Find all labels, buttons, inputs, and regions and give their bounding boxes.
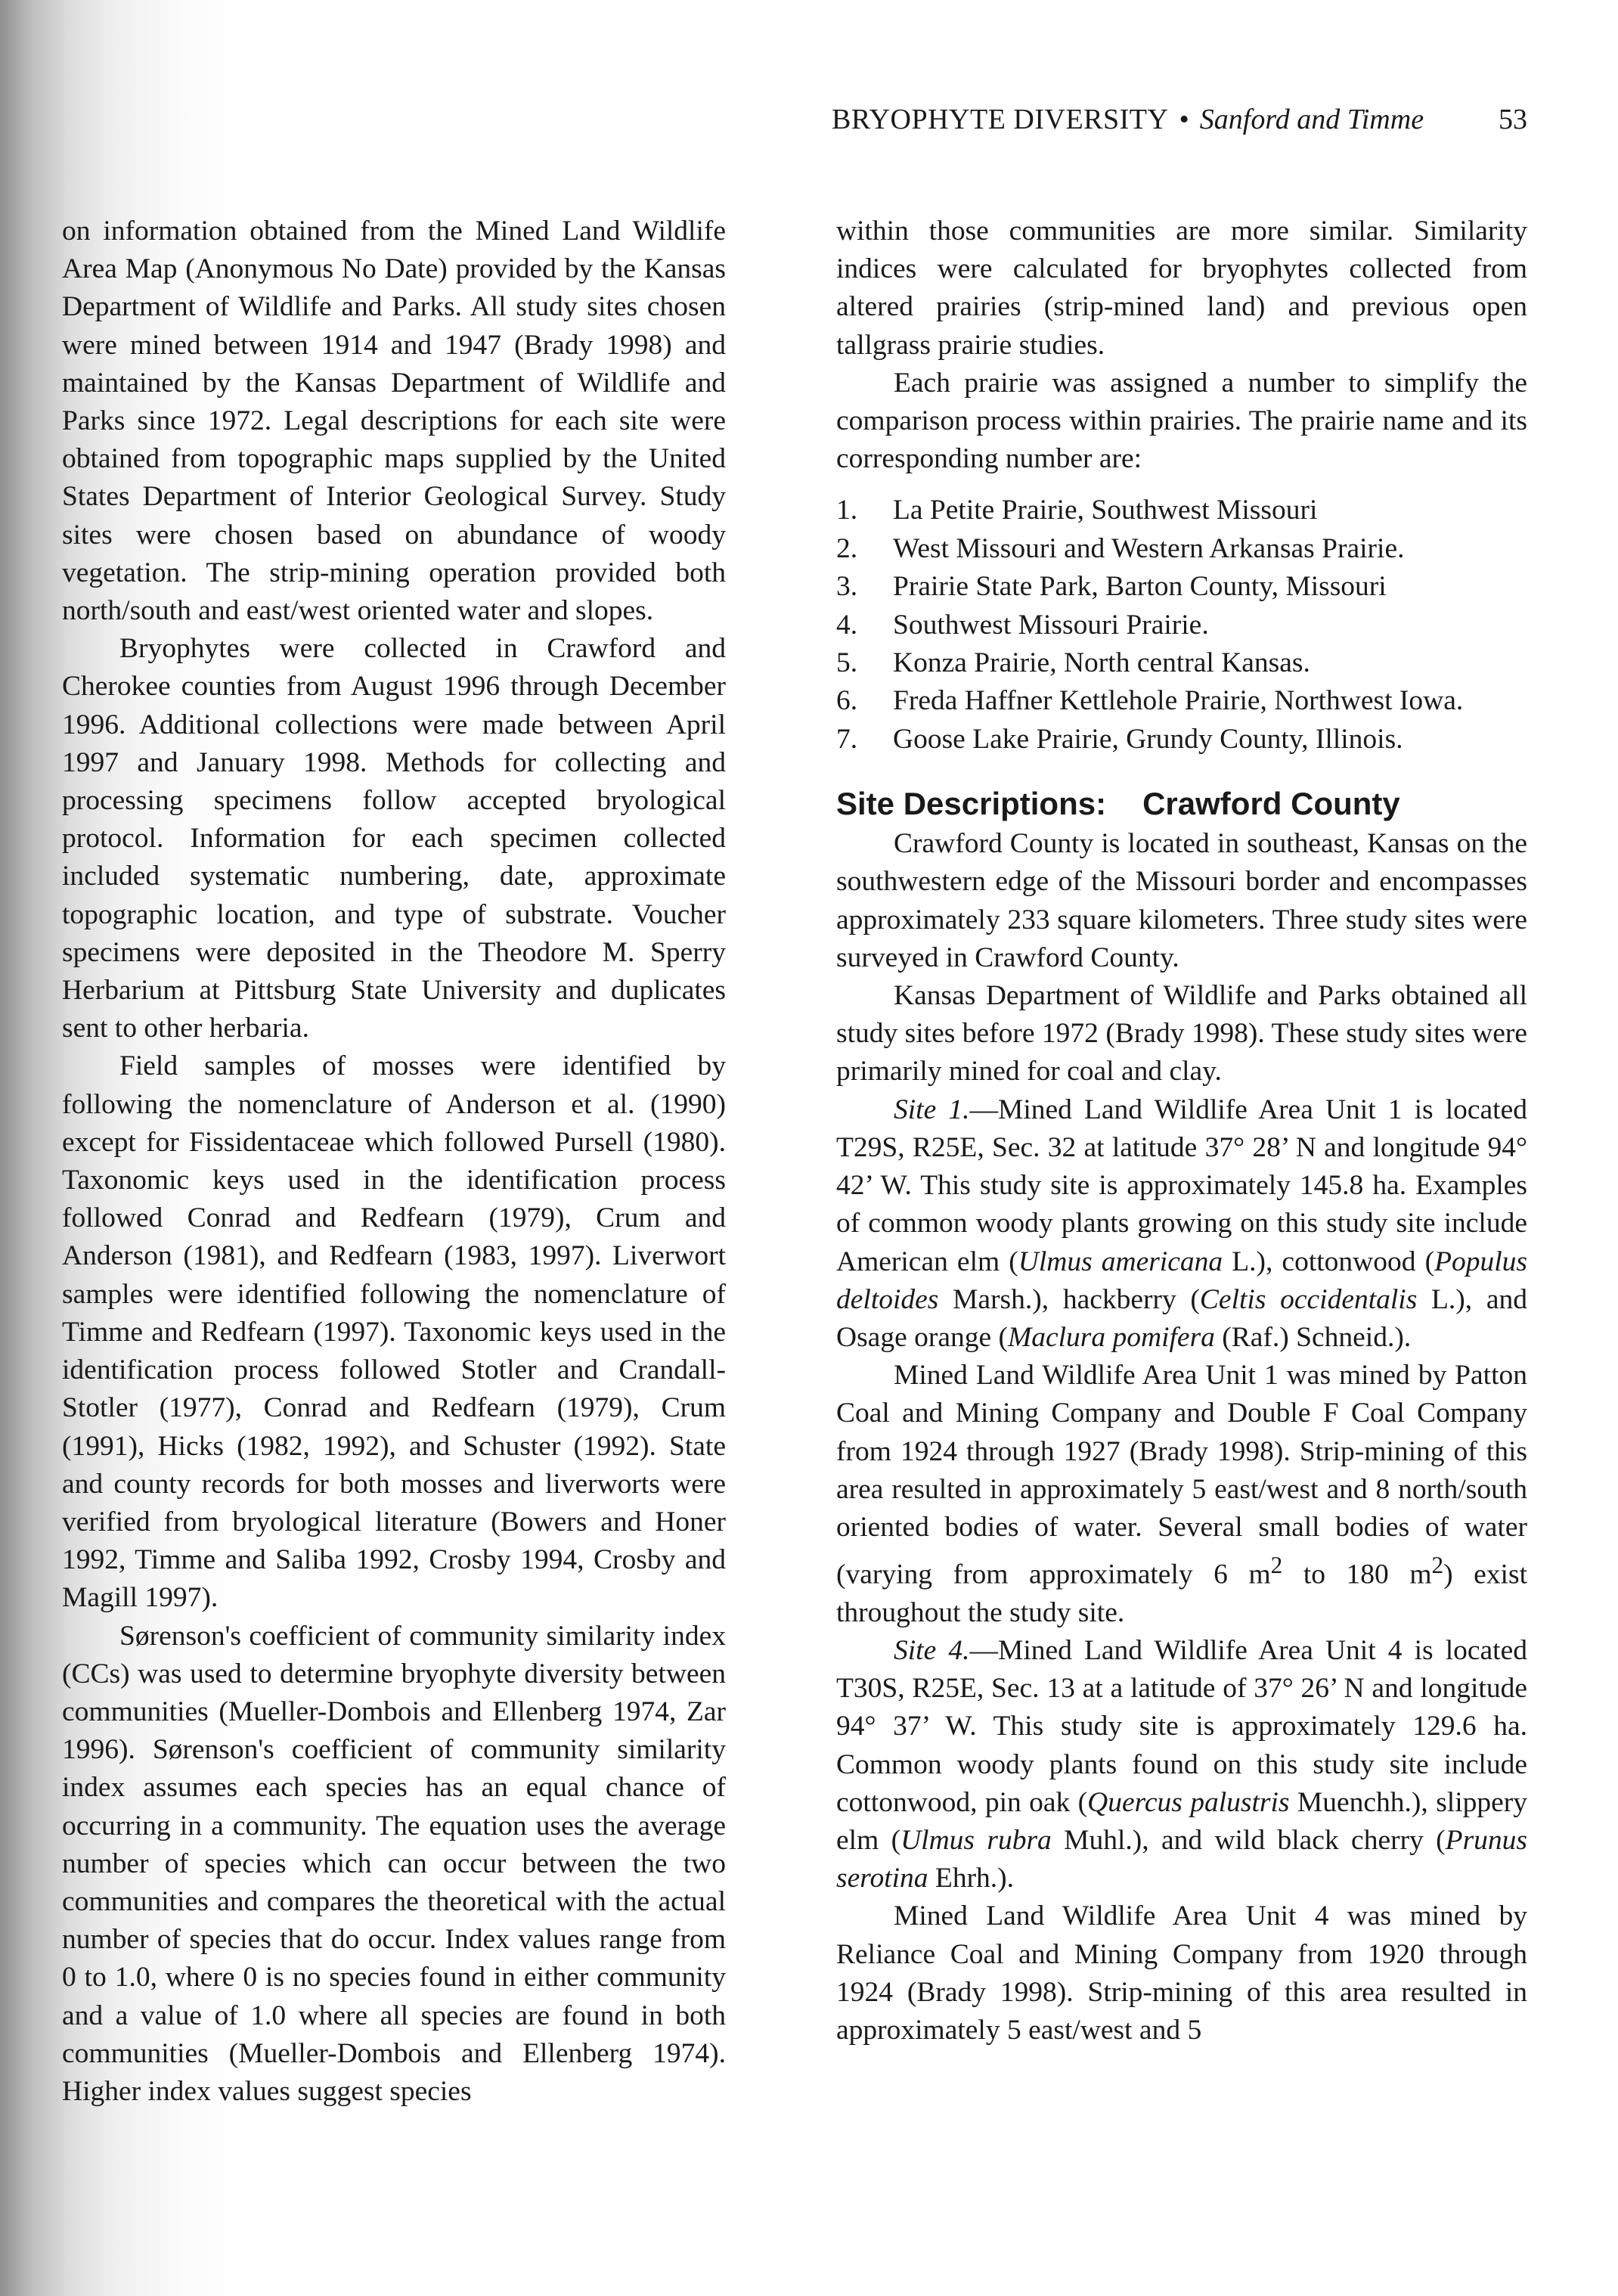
site-1-text: Marsh.), hackberry ( — [938, 1283, 1200, 1315]
prairie-list-item — [836, 644, 1527, 682]
prairie-list-item — [836, 530, 1527, 568]
methods-paragraph-3: Field samples of mosses were identified by following the nomenclature of Anderson et al. (1990) except for Fissidentaceae which followed Pursell (1980). Taxonomic keys used in the identification process followed Conrad and Redfearn (1979), Crum and Anderson (1981), and Redfearn (1983, 1997). Liverwort samples were identified following the nomenclature of Timme and Redfearn (1997). Taxonomic keys used in the identification process followed Stotler and Crandall-Stotler (1977), Conrad and Redfearn (1979), Crum (1991), Hicks (1982, 1992), and Schuster (1992). State and county records for both mosses and liverworts were verified from bryological literature (Bowers and Honer 1992, Timme and Saliba 1992, Crosby 1994, Crosby and Magill 1997). — [62, 1050, 726, 1614]
prairie-name: Prairie State Park, Barton County, Missouri — [893, 571, 1387, 603]
site-1-label: Site 1. — [894, 1094, 970, 1125]
methods-paragraph-2: Bryophytes were collected in Crawford and Cherokee counties from August 1996 through December 1996. Additional collections were made between April 1997 and January 1998. Methods for collecting and processing specimens follow accepted bryological protocol. Information for each specimen collected included systematic numbering, date, approximate topographic location, and type of substrate. Voucher specimens were deposited in the Theodore M. Sperry Herbarium at Pittsburg State University and duplicates sent to other herbaria. — [62, 633, 726, 1044]
site-1-paragraph — [836, 1091, 1527, 1357]
running-head-separator: • — [1179, 104, 1189, 135]
species-name: Celtis occidentalis — [1199, 1283, 1418, 1315]
prairie-list-item — [836, 492, 1527, 529]
section-heading-county: Crawford County — [1142, 786, 1400, 822]
running-head-authors: Sanford and Timme — [1199, 104, 1424, 135]
prairie-intro-paragraph: Each prairie was assigned a number to simplify the comparison process within prairies. The prairie name and its corresponding number are: — [836, 367, 1527, 475]
section-heading — [836, 783, 1527, 825]
prairie-list — [836, 492, 1527, 759]
prairie-name: Goose Lake Prairie, Grundy County, Illinois. — [893, 723, 1403, 755]
prairie-number: 4. — [836, 609, 858, 641]
prairie-number: 1. — [836, 495, 858, 526]
site-1-mining-text: to 180 m — [1282, 1559, 1432, 1590]
prairie-list-item — [836, 682, 1527, 720]
site-1-text: —Mined Land Wildlife Area Unit 1 is located T29S, R25E, Sec. 32 at latitude 37° 28’ N and longitude 94° 42’ W. This study site is approximately 145.8 ha. Examples of common woody plants growing on this study site include American elm ( — [836, 1094, 1527, 1277]
methods-paragraph-1: on information obtained from the Mined Land Wildlife Area Map (Anonymous No Date) provided by the Kansas Department of Wildlife and Parks. All study sites chosen were mined between 1914 and 1947 (Brady 1998) and maintained by the Kansas Department of Wildlife and Parks since 1972. Legal descriptions for each site were obtained from topographic maps supplied by the United States Department of Interior Geological Survey. Study sites were chosen based on abundance of woody vegetation. The strip-mining operation provided both north/south and east/west oriented water and slopes. — [62, 216, 726, 627]
site-4-label: Site 4. — [894, 1635, 970, 1667]
prairie-number: 2. — [836, 532, 858, 564]
prairie-name: Southwest Missouri Prairie. — [893, 609, 1209, 641]
prairie-name: West Missouri and Western Arkansas Prairie. — [893, 532, 1405, 564]
kdwp-paragraph: Kansas Department of Wildlife and Parks obtained all study sites before 1972 (Brady 1998). These study sites were primarily mined for coal and clay. — [836, 980, 1527, 1087]
prairie-list-item — [836, 568, 1527, 606]
running-head — [832, 97, 1527, 142]
site-1-text: L.), cottonwood ( — [1223, 1246, 1435, 1277]
running-head-title: BRYOPHYTE DIVERSITY — [832, 104, 1169, 135]
species-name: Maclura pomifera — [1007, 1321, 1215, 1353]
prairie-number: 5. — [836, 647, 858, 679]
site-1-mining-paragraph — [836, 1357, 1527, 1632]
site-4-text: Muenchh.), slippery elm ( — [836, 1786, 1528, 1857]
prairie-number: 3. — [836, 571, 858, 603]
site-1-text: L.), and Osage orange ( — [836, 1283, 1527, 1353]
site-4-text: Ehrh.). — [928, 1863, 1015, 1894]
species-name: Ulmus americana — [1018, 1246, 1223, 1277]
site-1-text: (Raf.) Schneid.). — [1214, 1321, 1412, 1353]
prairie-list-item — [836, 607, 1527, 644]
superscript: 2 — [1431, 1552, 1444, 1579]
similarity-paragraph: within those communities are more similar. Similarity indices were calculated for bryophytes collected from altered prairies (strip-mined land) and previous open tallgrass prairie studies. — [836, 216, 1527, 361]
site-4-text: —Mined Land Wildlife Area Unit 4 is located T30S, R25E, Sec. 13 at a latitude of 37° 26’ N and longitude 94° 37’ W. This study site is approximately 129.6 ha. Common woody plants found on this study site include cottonwood, pin oak ( — [836, 1635, 1527, 1818]
site-4-text: Muhl.), and wild black cherry ( — [1051, 1825, 1446, 1857]
prairie-list-item — [836, 721, 1527, 759]
superscript: 2 — [1270, 1552, 1283, 1579]
species-name: Populus deltoides — [836, 1246, 1527, 1315]
site-4-paragraph — [836, 1632, 1527, 1897]
left-column — [62, 213, 726, 2111]
prairie-name: La Petite Prairie, Southwest Missouri — [893, 495, 1318, 526]
site-1-mining-text: ) exist throughout the study site. — [836, 1559, 1527, 1628]
site-1-mining-text: Mined Land Wildlife Area Unit 1 was mined by Patton Coal and Mining Company and Double F Coal Company from 1924 through 1927 (Brady 1998). Strip-mining of this area resulted in approximately 5 east/west and 8 north/south oriented bodies of water. Several small bodies of water (varying from approximately 6 m — [836, 1360, 1527, 1590]
species-name: Ulmus rubra — [900, 1825, 1052, 1857]
species-name: Prunus serotina — [836, 1825, 1527, 1894]
prairie-number: 7. — [836, 723, 858, 755]
methods-paragraph-4: Sørenson's coefficient of community similarity index (CCs) was used to determine bryophyte diversity between communities (Mueller-Dombois and Ellenberg 1974, Zar 1996). Sørenson's coefficient of community similarity index assumes each species has an equal chance of occurring in a community. The equation uses the average number of species which can occur between the two communities and compares the theoretical with the actual number of species that do occur. Index values range from 0 to 1.0, where 0 is no species found in either community and a value of 1.0 where all species are found in both communities (Mueller-Dombois and Ellenberg 1974). Higher index values suggest species — [62, 1620, 726, 2107]
site-4-mining-paragraph: Mined Land Wildlife Area Unit 4 was mined by Reliance Coal and Mining Company from 1920 through 1924 (Brady 1998). Strip-mining of this area resulted in approximately 5 east/west and 5 — [836, 1900, 1527, 2046]
prairie-name: Freda Haffner Kettlehole Prairie, Northwest Iowa. — [893, 685, 1464, 717]
prairie-number: 6. — [836, 685, 858, 717]
crawford-county-paragraph: Crawford County is located in southeast, Kansas on the southwestern edge of the Missouri border and encompasses approximately 233 square kilometers. Three study sites were surveyed in Crawford County. — [836, 828, 1527, 973]
section-heading-main: Site Descriptions: — [836, 786, 1107, 822]
species-name: Quercus palustris — [1087, 1786, 1290, 1818]
right-column — [836, 213, 1527, 2049]
page-number: 53 — [1499, 104, 1527, 135]
prairie-name: Konza Prairie, North central Kansas. — [893, 647, 1310, 679]
